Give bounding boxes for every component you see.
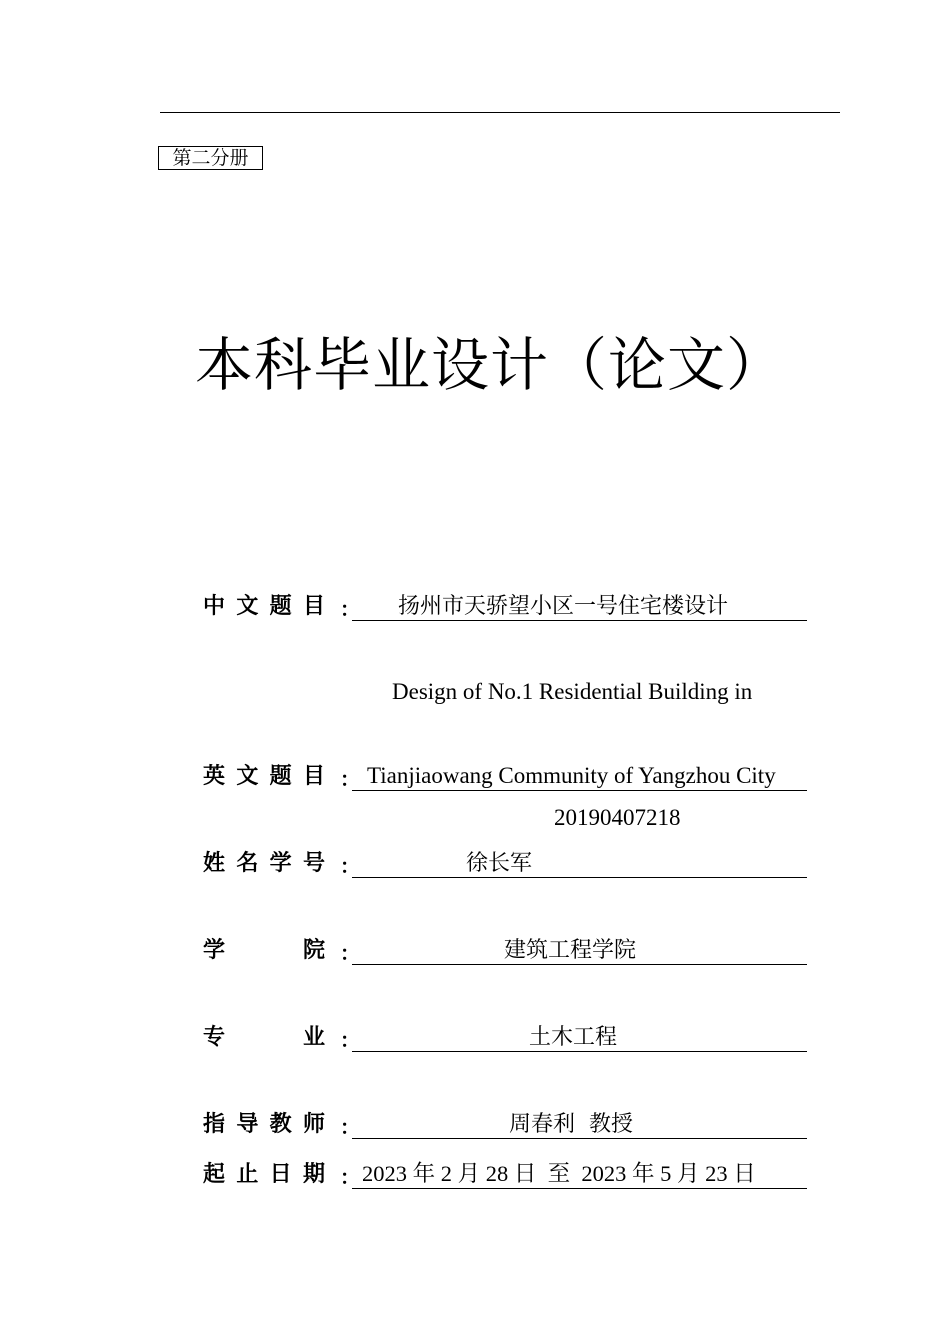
advisor-label: 指 导 教 师 [203,1112,325,1137]
advisor-value: 周春利 教授 [509,1112,633,1137]
major-label: 专 业 [203,1025,325,1050]
top-rule [160,112,840,113]
advisor-underline [352,1138,807,1139]
document-title: 本科毕业设计（论文） [194,331,785,399]
student-id-value: 20190407218 [554,805,681,830]
english-title-underline [352,790,807,791]
college-colon: ： [340,941,360,965]
volume-label: 第二分册 [158,146,263,170]
college-underline [352,964,807,965]
major-value: 土木工程 [529,1025,618,1050]
dates-underline [352,1188,807,1189]
name-id-colon: ： [340,854,360,878]
chinese-title-colon: ： [340,597,360,621]
english-title-colon: ： [340,767,360,791]
name-id-underline [352,877,807,878]
chinese-title-value: 扬州市天骄望小区一号住宅楼设计 [398,594,729,619]
english-title-line2: Tianjiaowang Community of Yangzhou City [367,763,776,788]
english-title-label: 英 文 题 目 [203,764,325,789]
chinese-title-label: 中 文 题 目 [203,594,325,619]
college-label: 学 院 [203,938,325,963]
major-colon: ： [340,1028,360,1052]
dates-value: 2023 年 2 月 28 日 至 2023 年 5 月 23 日 [362,1161,756,1186]
student-name-value: 徐长军 [466,851,533,876]
college-value: 建筑工程学院 [504,938,637,963]
major-underline [352,1051,807,1052]
name-id-label: 姓 名 学 号 [203,851,325,876]
advisor-colon: ： [340,1115,360,1139]
dates-colon: ： [340,1165,360,1189]
english-title-line1: Design of No.1 Residential Building in [392,679,753,704]
chinese-title-underline [352,620,807,621]
dates-label: 起 止 日 期 [203,1162,325,1187]
